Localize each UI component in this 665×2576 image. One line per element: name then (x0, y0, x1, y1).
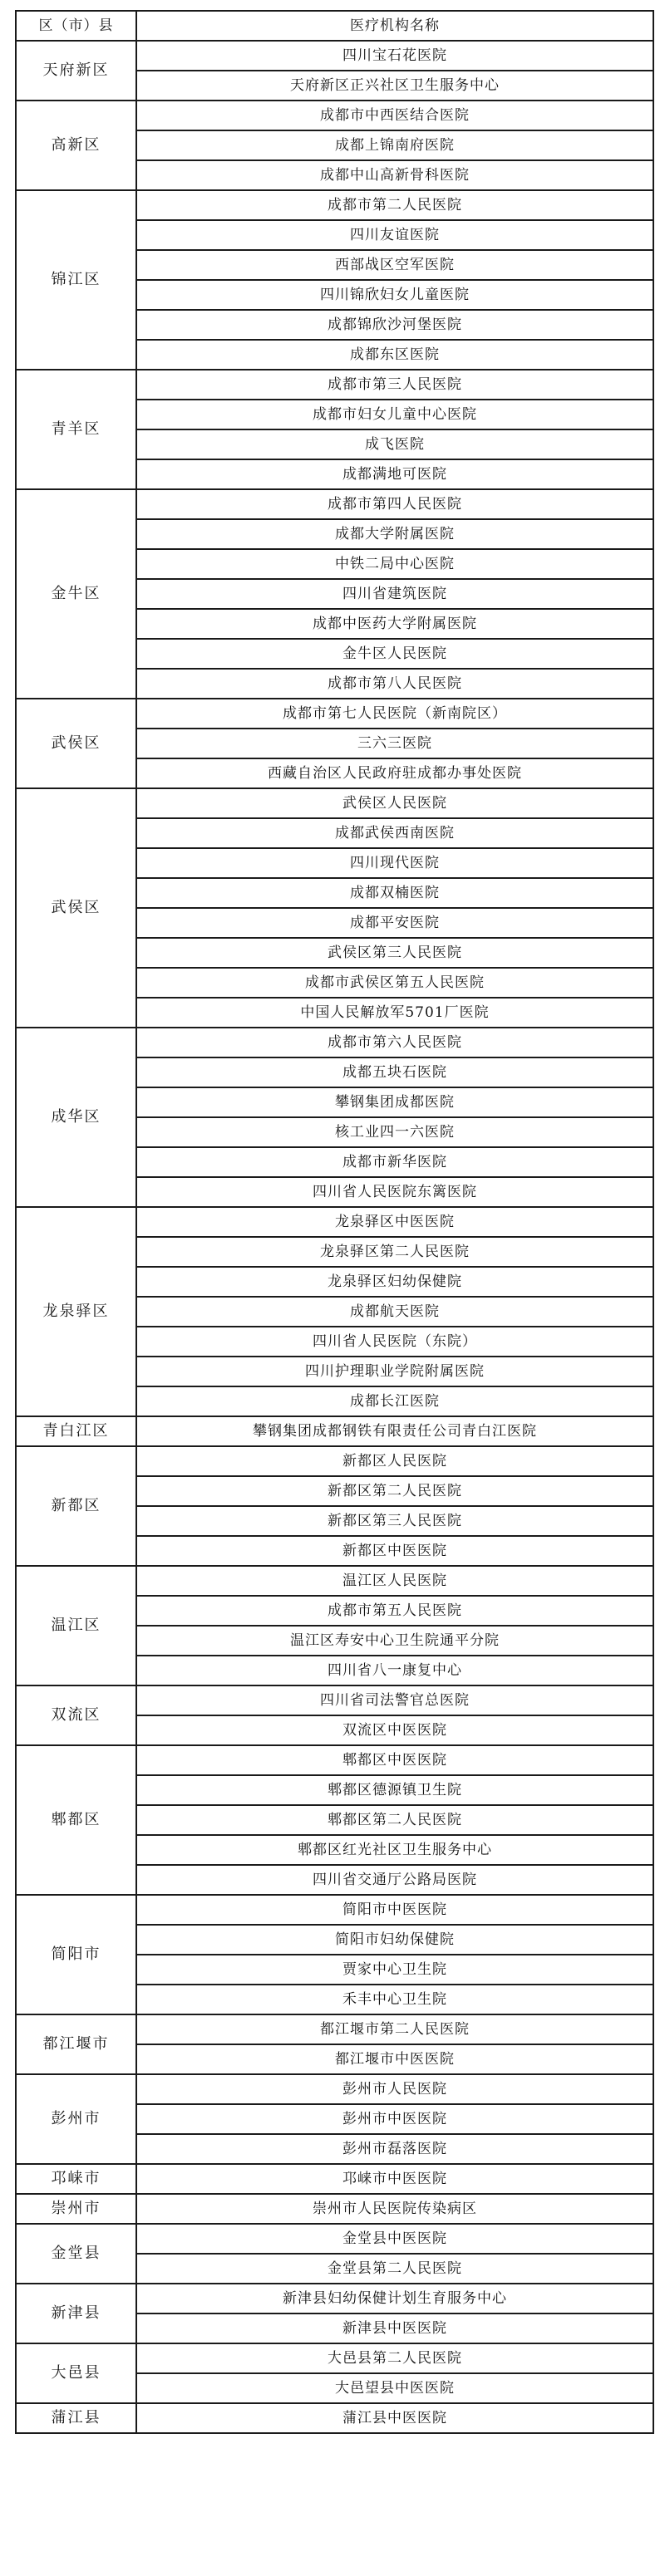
hospital-cell: 四川省人民医院东篱医院 (136, 1177, 653, 1207)
table-row (16, 101, 653, 130)
hospital-cell: 彭州市中医医院 (136, 2104, 653, 2134)
table-row (16, 699, 653, 729)
district-cell: 金牛区 (16, 489, 136, 699)
hospital-cell: 成都市第八人民医院 (136, 669, 653, 699)
district-cell: 蒲江县 (16, 2403, 136, 2433)
hospital-cell: 都江堰市第二人民医院 (136, 2014, 653, 2044)
table-row (16, 2194, 653, 2224)
table-row (16, 190, 653, 220)
hospital-cell: 成都长江医院 (136, 1386, 653, 1416)
hospital-cell: 成都市第五人民医院 (136, 1596, 653, 1626)
hospital-cell: 天府新区正兴社区卫生服务中心 (136, 71, 653, 101)
hospital-cell: 双流区中医医院 (136, 1715, 653, 1745)
hospital-list-document (15, 10, 653, 2434)
hospital-cell: 温江区人民医院 (136, 1566, 653, 1596)
table-row (16, 370, 653, 400)
header-hospital: 医疗机构名称 (136, 11, 653, 41)
hospital-table (15, 10, 654, 2434)
district-cell: 邛崃市 (16, 2164, 136, 2194)
hospital-cell: 成都航天医院 (136, 1297, 653, 1327)
district-cell: 高新区 (16, 101, 136, 190)
district-cell: 天府新区 (16, 41, 136, 101)
hospital-cell: 新都区第三人民医院 (136, 1506, 653, 1536)
hospital-cell: 简阳市妇幼保健院 (136, 1925, 653, 1955)
hospital-cell: 成都中医药大学附属医院 (136, 609, 653, 639)
hospital-cell: 四川锦欣妇女儿童医院 (136, 280, 653, 310)
hospital-cell: 新都区中医医院 (136, 1536, 653, 1566)
hospital-cell: 新津县妇幼保健计划生育服务中心 (136, 2284, 653, 2313)
hospital-cell: 成都市第七人民医院（新南院区） (136, 699, 653, 729)
hospital-cell: 四川省建筑医院 (136, 579, 653, 609)
hospital-cell: 成都市第三人民医院 (136, 370, 653, 400)
hospital-cell: 成都东区医院 (136, 340, 653, 370)
table-row (16, 2343, 653, 2373)
header-row (16, 11, 653, 41)
hospital-cell: 郫都区中医医院 (136, 1745, 653, 1775)
hospital-cell: 成飞医院 (136, 429, 653, 459)
table-row (16, 2403, 653, 2433)
hospital-cell: 四川护理职业学院附属医院 (136, 1357, 653, 1386)
hospital-cell: 金堂县中医医院 (136, 2224, 653, 2254)
district-cell: 简阳市 (16, 1895, 136, 2014)
hospital-cell: 新都区第二人民医院 (136, 1476, 653, 1506)
district-cell: 崇州市 (16, 2194, 136, 2224)
hospital-cell: 中铁二局中心医院 (136, 549, 653, 579)
hospital-cell: 攀钢集团成都医院 (136, 1087, 653, 1117)
hospital-cell: 彭州市磊落医院 (136, 2134, 653, 2164)
table-row (16, 2284, 653, 2313)
hospital-cell: 新津县中医医院 (136, 2313, 653, 2343)
hospital-cell: 蒲江县中医医院 (136, 2403, 653, 2433)
hospital-cell: 新都区人民医院 (136, 1446, 653, 1476)
district-cell: 都江堰市 (16, 2014, 136, 2074)
hospital-cell: 成都市武侯区第五人民医院 (136, 968, 653, 998)
hospital-cell: 郫都区德源镇卫生院 (136, 1775, 653, 1805)
district-cell: 武侯区 (16, 788, 136, 1028)
hospital-cell: 西部战区空军医院 (136, 250, 653, 280)
hospital-cell: 成都市中西医结合医院 (136, 101, 653, 130)
hospital-cell: 温江区寿安中心卫生院通平分院 (136, 1626, 653, 1656)
hospital-cell: 西藏自治区人民政府驻成都办事处医院 (136, 758, 653, 788)
hospital-cell: 成都市第六人民医院 (136, 1028, 653, 1057)
hospital-cell: 成都满地可医院 (136, 459, 653, 489)
district-cell: 彭州市 (16, 2074, 136, 2164)
hospital-cell: 攀钢集团成都钢铁有限责任公司青白江医院 (136, 1416, 653, 1446)
hospital-cell: 成都中山高新骨科医院 (136, 160, 653, 190)
hospital-cell: 成都市新华医院 (136, 1147, 653, 1177)
hospital-cell: 成都市妇女儿童中心医院 (136, 400, 653, 429)
hospital-cell: 彭州市人民医院 (136, 2074, 653, 2104)
table-row (16, 41, 653, 71)
hospital-cell: 中国人民解放军5701厂医院 (136, 998, 653, 1028)
table-row (16, 1895, 653, 1925)
hospital-cell: 金牛区人民医院 (136, 639, 653, 669)
hospital-cell: 郫都区第二人民医院 (136, 1805, 653, 1835)
district-cell: 成华区 (16, 1028, 136, 1207)
table-row (16, 489, 653, 519)
table-row (16, 1566, 653, 1596)
district-cell: 青白江区 (16, 1416, 136, 1446)
table-row (16, 1745, 653, 1775)
district-cell: 郫都区 (16, 1745, 136, 1895)
hospital-cell: 龙泉驿区中医医院 (136, 1207, 653, 1237)
hospital-cell: 武侯区第三人民医院 (136, 938, 653, 968)
district-cell: 新津县 (16, 2284, 136, 2343)
hospital-cell: 邛崃市中医医院 (136, 2164, 653, 2194)
table-row (16, 1207, 653, 1237)
hospital-cell: 四川省人民医院（东院） (136, 1327, 653, 1357)
district-cell: 新都区 (16, 1446, 136, 1566)
hospital-cell: 成都双楠医院 (136, 878, 653, 908)
district-cell: 金堂县 (16, 2224, 136, 2284)
hospital-cell: 贾家中心卫生院 (136, 1955, 653, 1985)
hospital-cell: 四川宝石花医院 (136, 41, 653, 71)
hospital-cell: 四川现代医院 (136, 848, 653, 878)
hospital-cell: 龙泉驿区妇幼保健院 (136, 1267, 653, 1297)
table-row (16, 1685, 653, 1715)
header-district: 区（市）县 (16, 11, 136, 41)
hospital-cell: 成都大学附属医院 (136, 519, 653, 549)
district-cell: 龙泉驿区 (16, 1207, 136, 1416)
district-cell: 武侯区 (16, 699, 136, 788)
hospital-cell: 成都上锦南府医院 (136, 130, 653, 160)
district-cell: 锦江区 (16, 190, 136, 370)
hospital-cell: 大邑望县中医医院 (136, 2373, 653, 2403)
hospital-cell: 禾丰中心卫生院 (136, 1985, 653, 2014)
table-row (16, 2164, 653, 2194)
hospital-cell: 四川省司法警官总医院 (136, 1685, 653, 1715)
hospital-cell: 成都五块石医院 (136, 1057, 653, 1087)
hospital-cell: 成都锦欣沙河堡医院 (136, 310, 653, 340)
hospital-cell: 金堂县第二人民医院 (136, 2254, 653, 2284)
table-row (16, 2014, 653, 2044)
hospital-cell: 核工业四一六医院 (136, 1117, 653, 1147)
hospital-cell: 三六三医院 (136, 729, 653, 758)
hospital-cell: 成都市第四人民医院 (136, 489, 653, 519)
hospital-cell: 简阳市中医医院 (136, 1895, 653, 1925)
hospital-cell: 四川省交通厅公路局医院 (136, 1865, 653, 1895)
hospital-cell: 四川省八一康复中心 (136, 1656, 653, 1685)
hospital-cell: 龙泉驿区第二人民医院 (136, 1237, 653, 1267)
table-row (16, 1028, 653, 1057)
district-cell: 青羊区 (16, 370, 136, 489)
table-row (16, 1446, 653, 1476)
table-row (16, 2074, 653, 2104)
table-row (16, 788, 653, 818)
hospital-cell: 成都平安医院 (136, 908, 653, 938)
table-row (16, 2224, 653, 2254)
hospital-cell: 成都市第二人民医院 (136, 190, 653, 220)
district-cell: 双流区 (16, 1685, 136, 1745)
district-cell: 大邑县 (16, 2343, 136, 2403)
hospital-cell: 郫都区红光社区卫生服务中心 (136, 1835, 653, 1865)
hospital-cell: 崇州市人民医院传染病区 (136, 2194, 653, 2224)
hospital-cell: 大邑县第二人民医院 (136, 2343, 653, 2373)
hospital-cell: 四川友谊医院 (136, 220, 653, 250)
district-cell: 温江区 (16, 1566, 136, 1685)
table-row (16, 1416, 653, 1446)
hospital-cell: 成都武侯西南医院 (136, 818, 653, 848)
hospital-cell: 武侯区人民医院 (136, 788, 653, 818)
table-body (16, 41, 653, 2433)
hospital-cell: 都江堰市中医医院 (136, 2044, 653, 2074)
